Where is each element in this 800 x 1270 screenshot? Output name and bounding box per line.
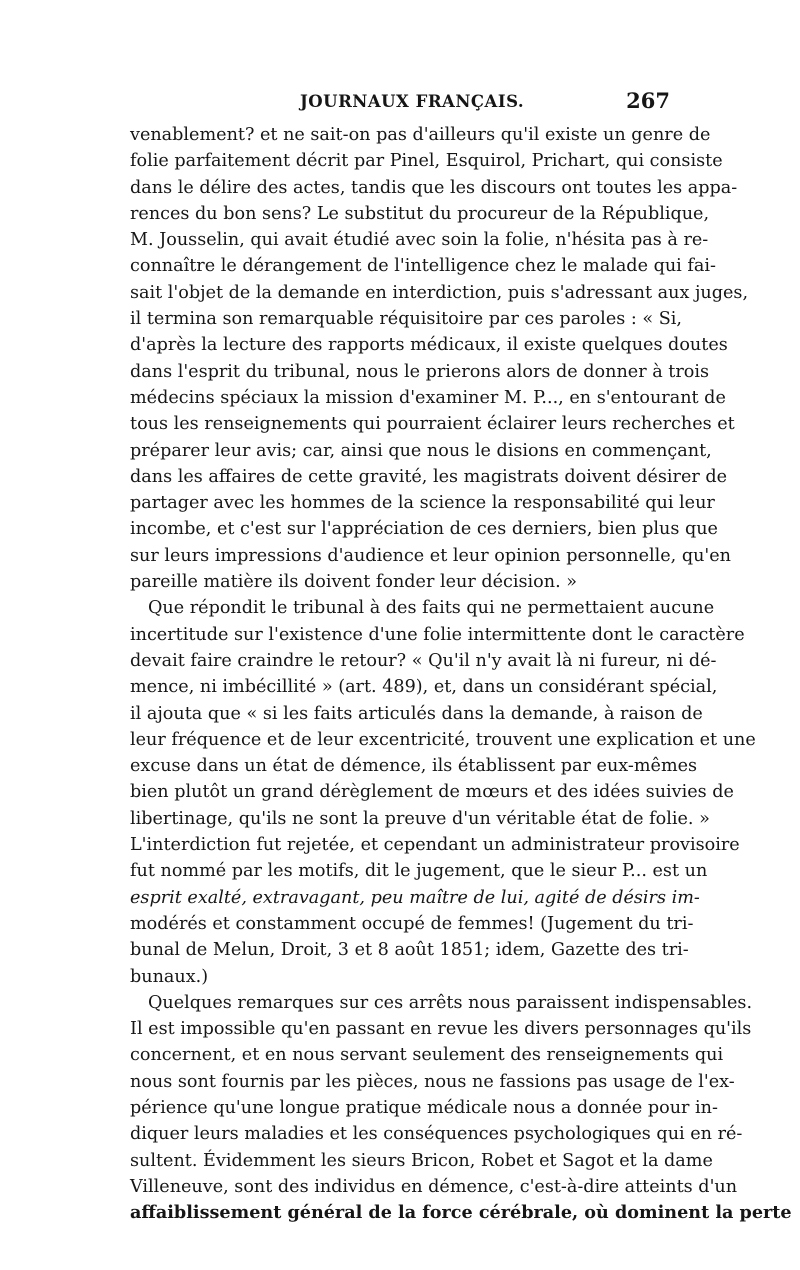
italic-text: esprit exalté, extravagant, peu maître de lui, agité de désirs im- xyxy=(130,887,700,908)
text-line: diquer leurs maladies et les conséquences psychologiques qui en ré- xyxy=(130,1124,743,1145)
text-line: venablement? et ne sait-on pas d'ailleurs qu'il existe un genre de xyxy=(130,125,711,145)
page-number: 267 xyxy=(626,88,670,113)
text-line: excuse dans un état de démence, ils établissent par eux-mêmes xyxy=(130,756,698,777)
text-line: sur leurs impressions d'audience et leur opinion personnelle, qu'en xyxy=(130,545,732,566)
text-line: bunal de Melun, Droit, 3 et 8 août 1851; idem, Gazette des tri- xyxy=(130,940,689,961)
text-line: nous sont fournis par les pièces, nous ne fassions pas usage de l'ex- xyxy=(130,1071,735,1092)
text-line: Il est impossible qu'en passant en revue les divers personnages qu'ils xyxy=(130,1019,752,1040)
text-line: périence qu'une longue pratique médicale nous a donnée pour in- xyxy=(130,1097,718,1118)
text-line: L'interdiction fut rejetée, et cependant un administrateur provisoire xyxy=(130,835,740,856)
text-line: il termina son remarquable réquisitoire par ces paroles : « Si, xyxy=(130,309,682,330)
text-line: il ajouta que « si les faits articulés dans la demande, à raison de xyxy=(130,703,703,724)
text-line: folie parfaitement décrit par Pinel, Esquirol, Prichart, qui consiste xyxy=(130,151,723,172)
text-line: préparer leur avis; car, ainsi que nous le disions en commençant, xyxy=(130,440,712,461)
text-line: sait l'objet de la demande en interdiction, puis s'adressant aux juges, xyxy=(130,282,749,303)
text-line: connaître le dérangement de l'intelligence chez le malade qui fai- xyxy=(130,256,716,277)
text-line: Villeneuve, sont des individus en démence, c'est-à-dire atteints d'un xyxy=(130,1176,738,1197)
text-line-italic xyxy=(130,885,700,911)
text-line: médecins spéciaux la mission d'examiner M. P..., en s'entourant de xyxy=(130,387,726,408)
text-line: modérés et constamment occupé de femmes! (Jugement du tri- xyxy=(130,913,694,934)
text-line: dans les affaires de cette gravité, les magistrats doivent désirer de xyxy=(130,466,728,487)
text-line: bunaux.) xyxy=(130,966,209,987)
text-line: fut nommé par les motifs, dit le jugement, que le sieur P... est un xyxy=(130,861,708,882)
text-line: concernent, et en nous servant seulement des renseignements qui xyxy=(130,1045,724,1066)
page-header xyxy=(130,88,670,122)
paragraph-first-line: Que répondit le tribunal à des faits qui ne permettaient aucune xyxy=(148,598,715,619)
text-line: dans le délire des actes, tandis que les discours ont toutes les appa- xyxy=(130,177,738,198)
text-line: incertitude sur l'existence d'une folie intermittente dont le caractère xyxy=(130,624,745,645)
text-line: dans l'esprit du tribunal, nous le prierons alors de donner à trois xyxy=(130,361,710,382)
text-line: sultent. Évidemment les sieurs Bricon, Robet et Sagot et la dame xyxy=(130,1150,713,1171)
body-text xyxy=(130,122,792,1226)
text-line: incombe, et c'est sur l'appréciation de ces derniers, bien plus que xyxy=(130,519,718,540)
text-line: affaiblissement général de la force cérébrale, où dominent la perte xyxy=(130,1202,792,1224)
running-head: JOURNAUX FRANÇAIS. xyxy=(300,92,525,111)
text-line: mence, ni imbécillité » (art. 489), et, dans un considérant spécial, xyxy=(130,677,718,698)
text-line: leur fréquence et de leur excentricité, trouvent une explication et une xyxy=(130,729,756,750)
text-line: devait faire craindre le retour? « Qu'il n'y avait là ni fureur, ni dé- xyxy=(130,650,717,671)
paragraph-first-line: Quelques remarques sur ces arrêts nous paraissent indispensables. xyxy=(148,992,753,1013)
text-line: d'après la lecture des rapports médicaux, il existe quelques doutes xyxy=(130,335,728,356)
text-line: tous les renseignements qui pourraient éclairer leurs recherches et xyxy=(130,414,735,435)
text-line: bien plutôt un grand dérèglement de mœurs et des idées suivies de xyxy=(130,782,734,803)
text-line: partager avec les hommes de la science la responsabilité qui leur xyxy=(130,493,715,514)
book-page xyxy=(130,88,792,1226)
text-line: pareille matière ils doivent fonder leur décision. » xyxy=(130,572,578,593)
text-line: M. Jousselin, qui avait étudié avec soin la folie, n'hésita pas à re- xyxy=(130,230,709,251)
text-line: rences du bon sens? Le substitut du procureur de la République, xyxy=(130,203,710,224)
text-line: libertinage, qu'ils ne sont la preuve d'un véritable état de folie. » xyxy=(130,808,710,829)
